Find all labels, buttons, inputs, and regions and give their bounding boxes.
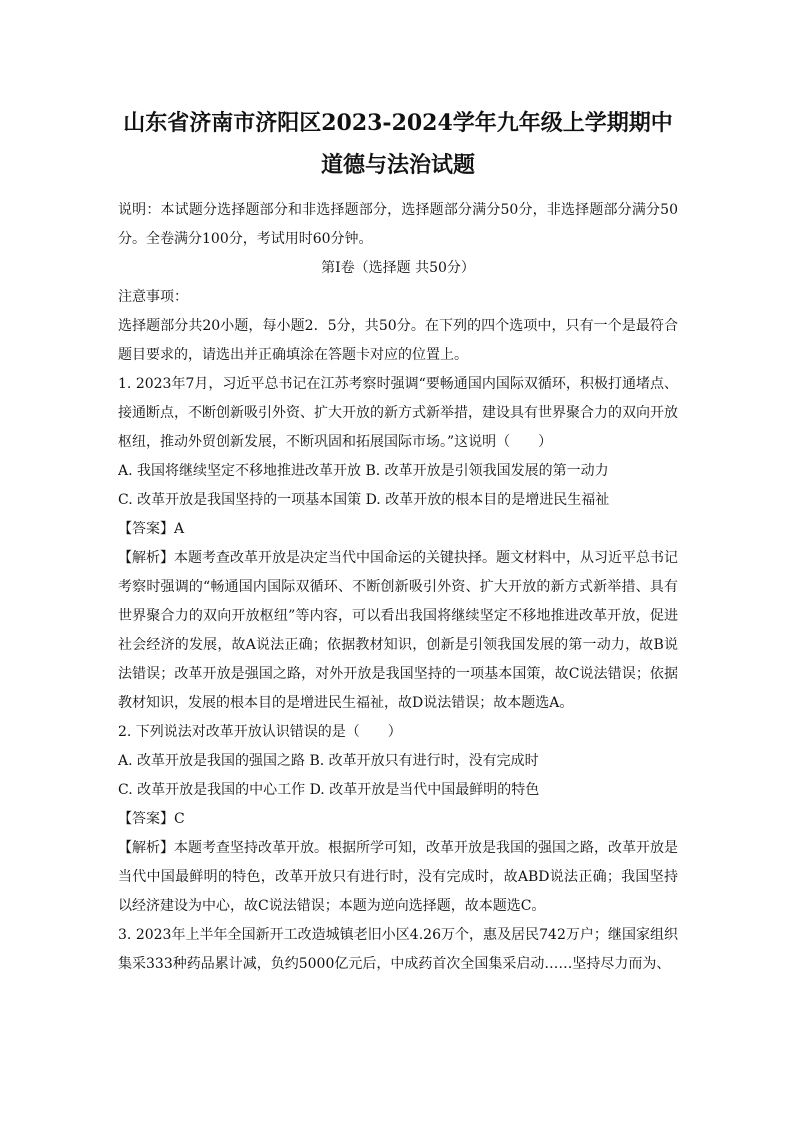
document-body — [118, 196, 678, 979]
notes-label: 注意事项： — [118, 289, 188, 305]
section-title: 第Ⅰ卷（选择题 共50分） — [321, 260, 475, 276]
instructions-paragraph: 说明：本试题分选择题部分和非选择题部分，选择题部分满分50分，非选择题部分满分50分。全卷满分100分，考试用时60分钟。 — [118, 202, 678, 247]
question-1-options-cd: C. 改革开放是我国坚持的一项基本国策 D. 改革开放的根本目的是增进民生福祉 — [118, 492, 610, 508]
question-2-options-cd: C. 改革开放是我国的中心工作 D. 改革开放是当代中国最鲜明的特色 — [118, 782, 540, 798]
question-2-analysis: 【解析】本题考查坚持改革开放。根据所学可知，改革开放是我国的强国之路，改革开放是当代中国最鲜明的特色，改革开放只有进行时，没有完成时，故ABD说法正确；我国坚持以经济建设为中心，故C说法错误；本题为逆向选择题，故本题选C。 — [118, 840, 678, 914]
document-title-line2: 道德与法治试题 — [320, 152, 475, 178]
notes-text: 选择题部分共20小题，每小题2．5分，共50分。在下列的四个选项中，只有一个是最符合题目要求的，请选出并正确填涂在答题卡对应的位置上。 — [118, 318, 678, 363]
document-title-line1: 山东省济南市济阳区2023-2024学年九年级上学期期中 — [123, 110, 673, 136]
question-1-analysis: 【解析】本题考查改革开放是决定当代中国命运的关键抉择。题文材料中，从习近平总书记考察时强调的“畅通国内国际双循环、不断创新吸引外资、扩大开放的新方式新举措、具有世界聚合力的双向开放枢纽”等内容，可以看出我国将继续坚定不移地推进改革开放，促进社会经济的发展，故A说法正确；依据教材知识，创新是引领我国发展的第一动力，故B说法错误；改革开放是强国之路，对外开放是我国坚持的一项基本国策，故C说法错误；依据教材知识，发展的根本目的是增进民生福祉，故D说法错误；故本题选A。 — [118, 550, 678, 711]
question-2-answer: 【答案】C — [118, 811, 185, 827]
question-1-answer: 【答案】A — [118, 521, 185, 537]
question-1-options-ab: A. 我国将继续坚定不移地推进改革开放 B. 改革开放是引领我国发展的第一动力 — [118, 463, 609, 479]
question-2-stem: 2. 下列说法对改革开放认识错误的是（ ） — [118, 724, 402, 740]
question-3-stem: 3. 2023年上半年全国新开工改造城镇老旧小区4.26万个，惠及居民742万户；继国家组织集采333种药品累计减，负约5000亿元后，中成药首次全国集采启动……坚持尽力而为、 — [118, 927, 678, 972]
question-2-options-ab: A. 改革开放是我国的强国之路 B. 改革开放只有进行时，没有完成时 — [118, 753, 539, 769]
question-1-stem: 1. 2023年7月，习近平总书记在江苏考察时强调“要畅通国内国际双循环，积极打通堵点、接通断点，不断创新吸引外资、扩大开放的新方式新举措，建设具有世界聚合力的双向开放枢纽，推动外贸创新发展，不断巩固和拓展国际市场。”这说明（ ） — [118, 376, 678, 450]
